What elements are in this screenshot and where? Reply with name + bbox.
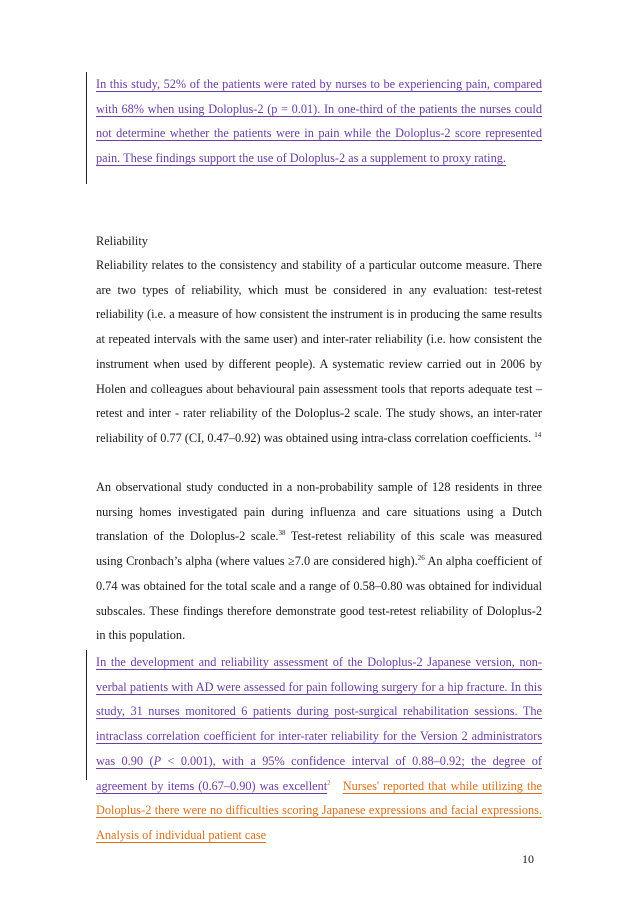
inserted-text: Nurses' reported that while utilizing the Doloplus-2 there were no difficulties scoring Japanese expressions and facial expressions. Analysis of individual patient case: [96, 778, 542, 842]
reliability-paragraph: [96, 253, 542, 451]
paragraph-text: In this study, 52% of the patients were rated by nurses to be experiencing pain, compared with 68% when using Doloplus-2 (p = 0.01). In one-third of the patients the nurses could not determine whether the patients were in pain while the Doloplus-2 score represented pain. These findings support the use of Doloplus-2 as a supplement to proxy rating.: [96, 77, 542, 166]
tracked-paragraph-4: [96, 650, 542, 848]
section-heading: Reliability: [96, 234, 148, 248]
tracked-paragraph-1: [96, 72, 542, 171]
paragraph-text: An alpha coefficient of 0.74 was obtained for the total scale and a range of 0.58–0.80 was obtained for individual subscales. These findings therefore demonstrate good test-retest reliability of Doloplus-2 in this population.: [96, 554, 542, 643]
change-bar: [86, 650, 87, 780]
citation-ref: 2: [327, 778, 331, 787]
paragraph-text: Test-retest reliability of this scale was measured using Cronbach’s alpha (where values ≥7.0 are considered high).: [96, 529, 542, 569]
citation-ref: 38: [278, 529, 286, 538]
citation-ref: 26: [417, 554, 425, 563]
inserted-text: In the development and reliability assessment of the Doloplus-2 Japanese version, non-verbal patients with AD were assessed for pain following surgery for a hip fracture. In this study, 31 nurses monitored 6 patients during post-surgical rehabilitation sessions. The intraclass correlation coefficient for inter-rater reliability for the Version 2 administrators was 0.90 (P < 0.001), with a 95% confidence interval of 0.88–0.92; the degree of agreement by items (0.67–0.90) was excellent: [96, 655, 542, 793]
paragraph-text: An observational study conducted in a non-probability sample of 128 residents in three nursing homes investigated pain during influenza and care situations using a Dutch translation of the Doloplus-2 scale.: [96, 480, 542, 544]
paragraph-text: Reliability relates to the consistency and stability of a particular outcome measure. There are two types of reliability, which must be considered in any evaluation: test-retest reliability (i.e. a measure of how consistent the instrument is in producing the same results at repeated intervals with the same user) and inter-rater reliability (i.e. how consistent the instrument when used by different people). A systematic review carried out in 2006 by Holen and colleagues about behavioural pain assessment tools that reports adequate test – retest and inter - rater reliability of the Doloplus-2 scale. The study shows, an inter-rater reliability of 0.77 (CI, 0.47–0.92) was obtained using intra-class correlation coefficients.: [96, 258, 542, 445]
page-number: 10: [522, 852, 534, 866]
observational-study-paragraph: [96, 475, 542, 648]
citation-ref: 14: [534, 430, 542, 439]
change-bar: [86, 72, 87, 184]
